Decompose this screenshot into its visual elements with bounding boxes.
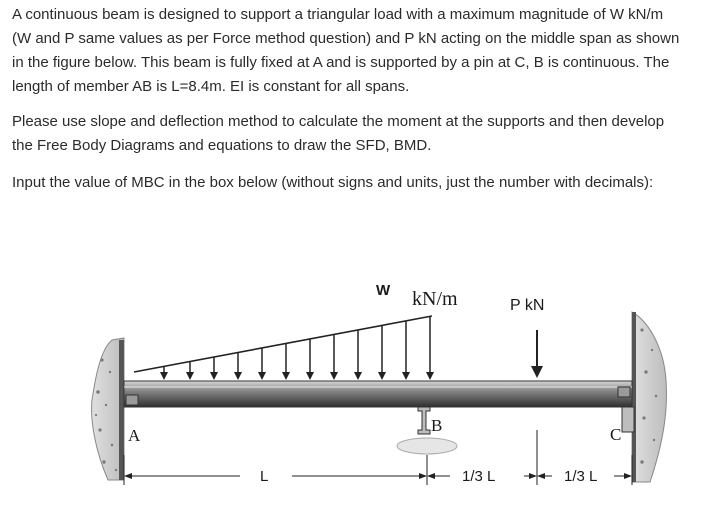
support-b-label: B: [431, 416, 443, 435]
support-c-label: C: [610, 425, 622, 444]
problem-line: in the figure below. This beam is fully fixed at A and is supported by a pin at C, B is continuous. The: [12, 54, 670, 71]
left-wall-support: [92, 338, 124, 480]
load-unit-label: kN/m: [412, 288, 458, 310]
beam: [124, 381, 632, 407]
dim-label-p-to-c: 1/3 L: [564, 468, 598, 485]
point-load-label: P kN: [510, 297, 545, 314]
load-symbol-w: W: [376, 282, 391, 299]
instruction-line: Please use slope and deflection method to calculate the moment at the supports and then develop: [12, 113, 665, 130]
input-instruction-line: Input the value of MBC in the box below (without signs and units, just the number with decimals):: [12, 174, 654, 191]
support-b: [397, 407, 457, 454]
dimension-lines: [124, 430, 632, 485]
instruction-line: the Free Body Diagrams and equations to draw the SFD, BMD.: [12, 137, 432, 154]
dim-label-ab: L: [260, 468, 269, 485]
dim-label-b-to-p: 1/3 L: [462, 468, 496, 485]
support-a-label: A: [128, 426, 141, 445]
support-c: [622, 407, 634, 432]
point-load-arrow: [531, 330, 543, 378]
problem-line: (W and P same values as per Force method question) and P kN acting on the middle span as shown: [12, 30, 680, 47]
problem-line: length of member AB is L=8.4m. EI is constant for all spans.: [12, 78, 410, 95]
problem-line: A continuous beam is designed to support a triangular load with a maximum magnitude of W kN/m: [12, 6, 664, 23]
triangular-load: [134, 316, 434, 380]
right-wall-support: [632, 312, 666, 482]
